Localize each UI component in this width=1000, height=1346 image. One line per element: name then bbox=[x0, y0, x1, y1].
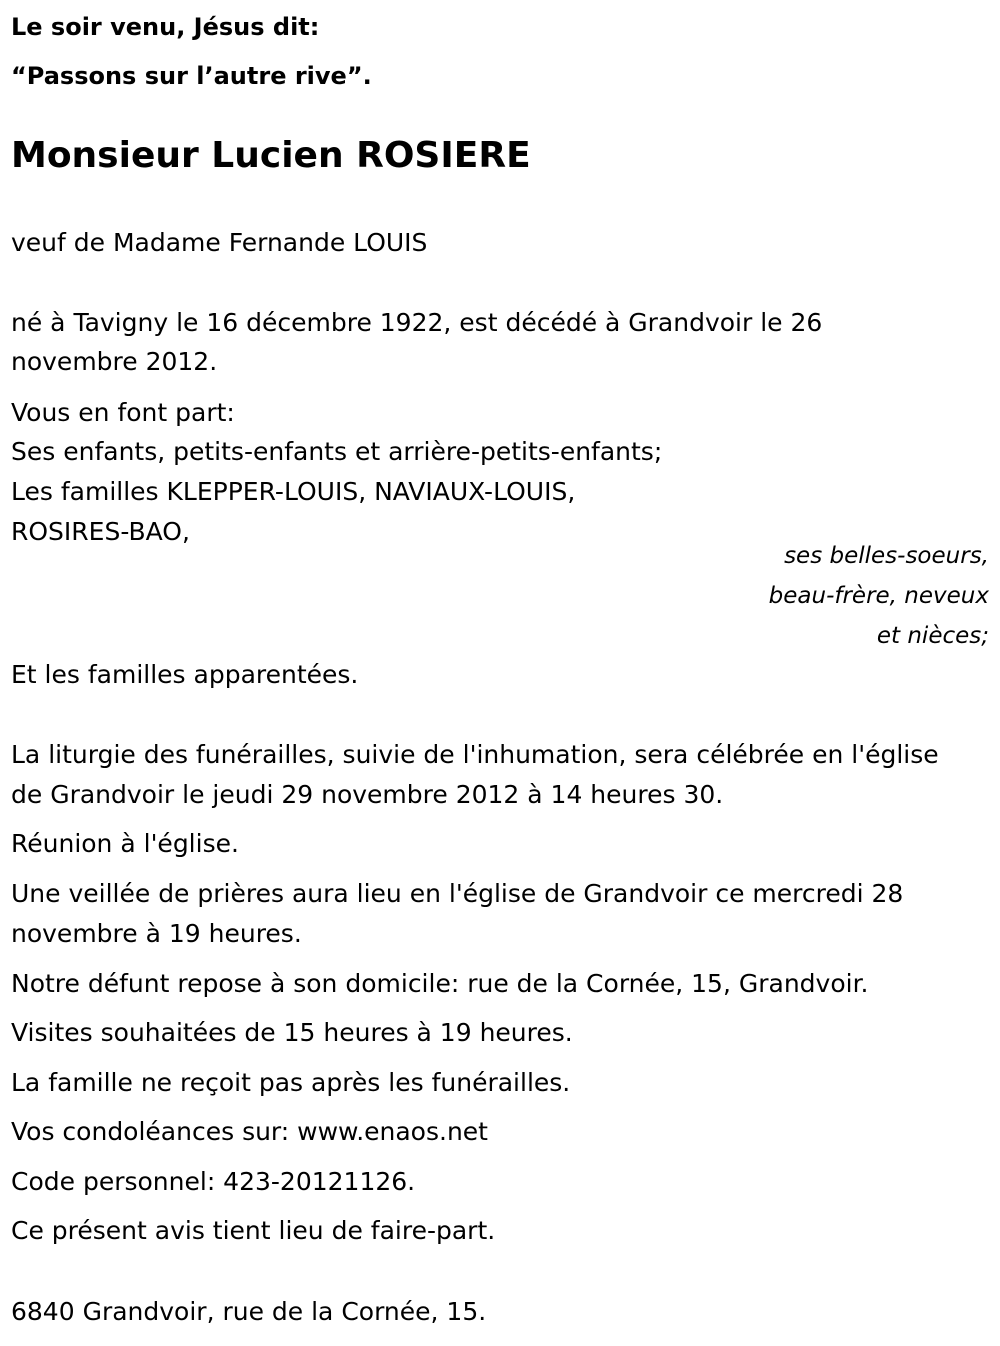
birth-death-line-1: né à Tavigny le 16 décembre 1922, est décédé à Grandvoir le 26 bbox=[11, 308, 823, 337]
vigil-line-2: novembre à 19 heures. bbox=[11, 919, 302, 948]
announcement-children: Ses enfants, petits-enfants et arrière-petits-enfants; bbox=[11, 437, 663, 466]
related-families: Et les familles apparentées. bbox=[11, 660, 359, 689]
relatives-block bbox=[769, 536, 989, 656]
verse-line-1: Le soir venu, Jésus dit: bbox=[11, 13, 320, 41]
verse-line-2: “Passons sur l’autre rive”. bbox=[11, 62, 372, 90]
condolences-line: Vos condoléances sur: www.enaos.net bbox=[11, 1117, 488, 1146]
relatives-line: ses belles-soeurs, bbox=[784, 543, 989, 569]
deceased-name: Monsieur Lucien ROSIERE bbox=[11, 135, 531, 176]
visits-line: Visites souhaitées de 15 heures à 19 heures. bbox=[11, 1018, 573, 1047]
relatives-line: beau-frère, neveux bbox=[768, 583, 989, 609]
relatives-line: et nièces; bbox=[876, 623, 989, 649]
no-reception-line: La famille ne reçoit pas après les funérailles. bbox=[11, 1068, 571, 1097]
notice-line: Ce présent avis tient lieu de faire-part. bbox=[11, 1216, 496, 1245]
widower-line: veuf de Madame Fernande LOUIS bbox=[11, 228, 428, 257]
code-line: Code personnel: 423-20121126. bbox=[11, 1167, 416, 1196]
announcement-families-1: Les familles KLEPPER-LOUIS, NAVIAUX-LOUIS, bbox=[11, 477, 576, 506]
vigil-line-1: Une veillée de prières aura lieu en l'église de Grandvoir ce mercredi 28 bbox=[11, 879, 904, 908]
address-line: 6840 Grandvoir, rue de la Cornée, 15. bbox=[11, 1297, 487, 1326]
announcement-intro: Vous en font part: bbox=[11, 398, 235, 427]
liturgy-line-2: de Grandvoir le jeudi 29 novembre 2012 à 14 heures 30. bbox=[11, 780, 724, 809]
liturgy-line-1: La liturgie des funérailles, suivie de l'inhumation, sera célébrée en l'église bbox=[11, 740, 939, 769]
birth-death-line-2: novembre 2012. bbox=[11, 347, 218, 376]
announcement-families-2: ROSIRES-BAO, bbox=[11, 517, 190, 546]
meeting-line: Réunion à l'église. bbox=[11, 829, 239, 858]
rests-line: Notre défunt repose à son domicile: rue de la Cornée, 15, Grandvoir. bbox=[11, 969, 869, 998]
